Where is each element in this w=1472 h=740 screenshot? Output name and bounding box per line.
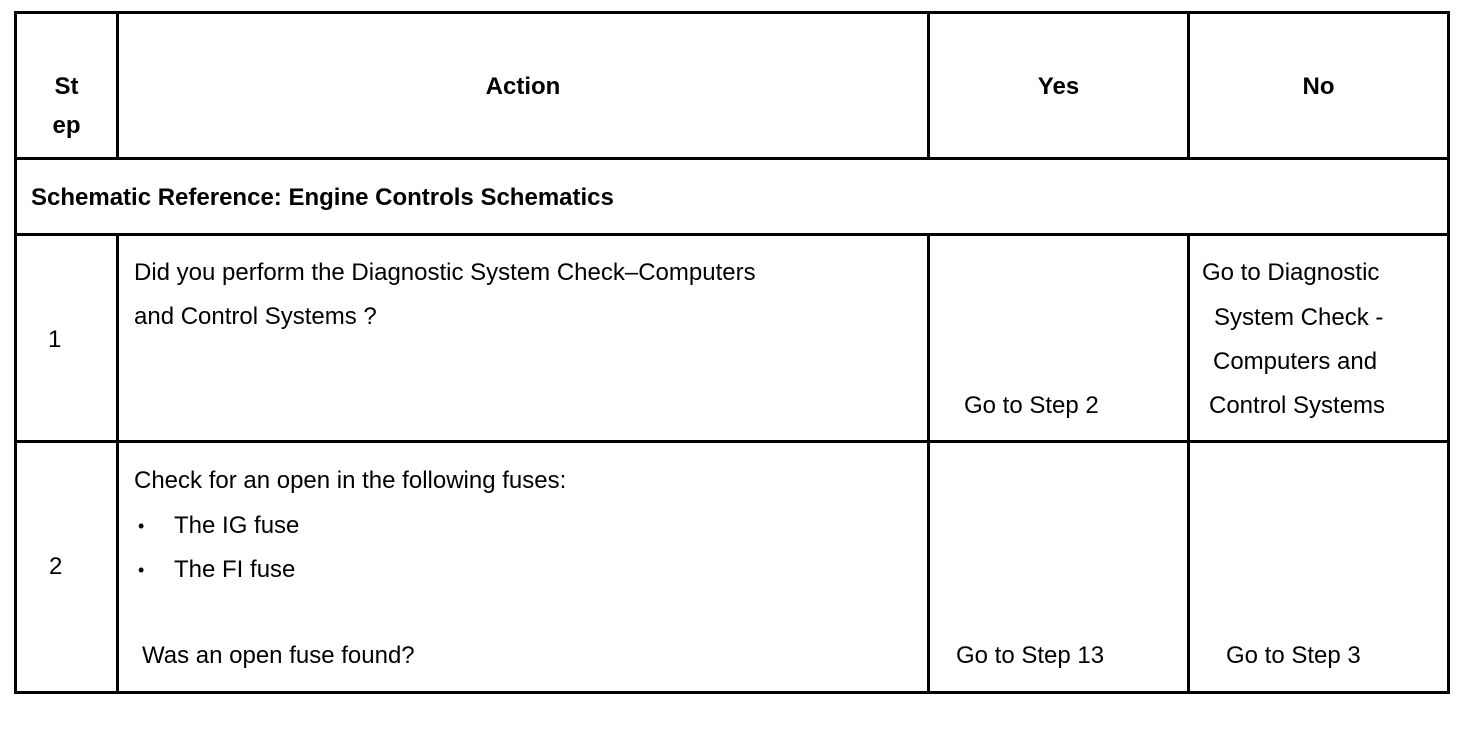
header-divider (14, 157, 1450, 160)
header-no: No (1302, 73, 1335, 100)
section-divider (14, 233, 1450, 236)
row-1-no-line-4: Control Systems (1209, 392, 1386, 419)
row-2-yes: Go to Step 13 (956, 642, 1105, 669)
header-action: Action (485, 73, 561, 100)
step-column-divider (116, 233, 119, 694)
action-column-divider (927, 233, 930, 694)
row-1-action-line-2: and Control Systems ? (134, 303, 377, 330)
header-step-line1: St (54, 73, 79, 100)
row-2-no: Go to Step 3 (1226, 642, 1361, 669)
bullet-icon: • (138, 560, 145, 580)
row-2-bullet-2: The FI fuse (174, 556, 296, 583)
row-divider (14, 440, 1450, 443)
bullet-icon: • (138, 516, 145, 536)
row-2-question: Was an open fuse found? (142, 642, 415, 669)
yes-column-divider (1187, 233, 1190, 694)
header-yes: Yes (1037, 73, 1080, 100)
row-1-action-line-1: Did you perform the Diagnostic System Check–Computers (134, 259, 756, 286)
header-step (17, 75, 116, 138)
row-1-yes: Go to Step 2 (964, 392, 1099, 419)
row-1-step: 1 (48, 326, 62, 353)
row-1-no-line-1: Go to Diagnostic (1202, 259, 1380, 286)
row-2-step: 2 (49, 553, 63, 580)
row-1-no-line-2: System Check - (1214, 304, 1384, 331)
row-2-action-intro: Check for an open in the following fuses: (134, 467, 567, 494)
section-title: Schematic Reference: Engine Controls Schematics (31, 184, 614, 211)
row-2-bullet-1: The IG fuse (174, 512, 300, 539)
header-step-line2: ep (52, 112, 81, 139)
row-1-no-line-3: Computers and (1213, 348, 1378, 375)
